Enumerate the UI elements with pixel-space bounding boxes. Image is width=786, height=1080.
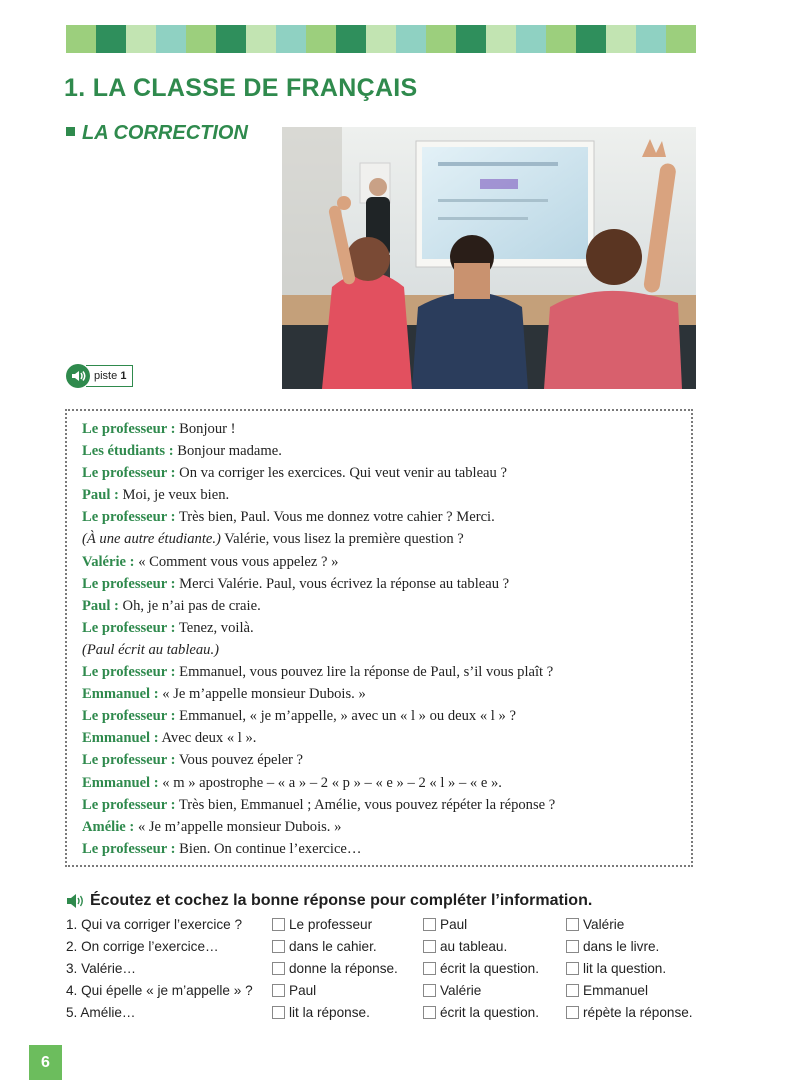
- dialogue-text: Emmanuel, vous pouvez lire la réponse de Paul, s’il vous plaît ?: [179, 664, 554, 681]
- answer-option[interactable]: [272, 1005, 370, 1020]
- question-text: 2. On corrige l’exercice…: [66, 939, 219, 954]
- speaker-name: Emmanuel :: [82, 774, 159, 791]
- stripe-square: [366, 25, 396, 53]
- dialogue-line: [82, 838, 682, 860]
- dialogue-text: Moi, je veux bien.: [122, 487, 230, 504]
- checkbox[interactable]: [566, 918, 579, 931]
- stripe-square: [336, 25, 366, 53]
- speaker-name: Valérie :: [82, 553, 135, 570]
- option-label: Paul: [289, 983, 317, 998]
- speaker-name: Le professeur :: [82, 619, 176, 636]
- dialogue-text: Bien. On continue l’exercice…: [179, 840, 362, 857]
- question-text: 5. Amélie…: [66, 1005, 136, 1020]
- speaker-name: Le professeur :: [82, 421, 176, 437]
- dialogue-line: [82, 506, 682, 528]
- option-label: dans le livre.: [583, 939, 660, 954]
- audio-track-label: [86, 365, 133, 387]
- speaker-name: Emmanuel :: [82, 730, 159, 747]
- checkbox[interactable]: [423, 1006, 436, 1019]
- dialogue-line: [82, 772, 682, 794]
- stripe-square: [66, 25, 96, 53]
- answer-option[interactable]: [423, 1005, 539, 1020]
- dialogue-text: On va corriger les exercices. Qui veut venir au tableau ?: [179, 465, 507, 482]
- checkbox[interactable]: [272, 918, 285, 931]
- chapter-title: 1. LA CLASSE DE FRANÇAIS: [64, 74, 418, 102]
- option-label: répète la réponse.: [583, 1005, 693, 1020]
- option-label: Emmanuel: [583, 983, 648, 998]
- speaker-name: Le professeur :: [82, 796, 176, 813]
- speaker-name: Paul :: [82, 487, 119, 504]
- speaker-name: Le professeur :: [82, 664, 176, 681]
- stripe-square: [636, 25, 666, 53]
- stage-direction: (Paul écrit au tableau.): [82, 641, 219, 658]
- stripe-square: [396, 25, 426, 53]
- speaker-glyph: [66, 364, 90, 388]
- option-label: Valérie: [440, 983, 482, 998]
- dialogue-text: Bonjour madame.: [177, 443, 282, 460]
- answer-option[interactable]: [272, 939, 377, 954]
- answer-option[interactable]: [423, 983, 481, 998]
- dialogue-line: [82, 749, 682, 771]
- dialogue-text: Avec deux « l ».: [161, 730, 257, 747]
- checkbox[interactable]: [272, 940, 285, 953]
- dialogue-text: « Comment vous vous appelez ? »: [138, 553, 339, 570]
- stripe-square: [426, 25, 456, 53]
- dialogue-line: [82, 440, 682, 462]
- classroom-photo: [282, 127, 696, 389]
- stripe-square: [666, 25, 696, 53]
- answer-option[interactable]: [423, 961, 539, 976]
- stripe-square: [186, 25, 216, 53]
- speaker-name: Le professeur :: [82, 708, 176, 725]
- checkbox[interactable]: [566, 940, 579, 953]
- stripe-square: [486, 25, 516, 53]
- dialogue-text: Oh, je n’ai pas de craie.: [122, 597, 261, 614]
- dialogue-text: Emmanuel, « je m’appelle, » avec un « l » ou deux « l » ?: [179, 708, 516, 725]
- answer-option[interactable]: [566, 917, 624, 932]
- dialogue-text: Merci Valérie. Paul, vous écrivez la réponse au tableau ?: [179, 575, 510, 592]
- header-color-stripe: [66, 25, 696, 53]
- dialogue-text: « Je m’appelle monsieur Dubois. »: [137, 818, 342, 835]
- dialogue-text: Valérie, vous lisez la première question ?: [224, 531, 464, 548]
- stripe-square: [96, 25, 126, 53]
- bullet-square-icon: [66, 127, 75, 136]
- stripe-square: [306, 25, 336, 53]
- question-text: 4. Qui épelle « je m’appelle » ?: [66, 983, 253, 998]
- dialogue-text: Vous pouvez épeler ?: [178, 752, 304, 769]
- audio-track-tag[interactable]: [66, 364, 133, 388]
- dialogue-text: « m » apostrophe – « a » – 2 « p » – « e » – 2 « l » – « e ».: [162, 774, 502, 791]
- listen-speaker-icon: [66, 893, 86, 909]
- stripe-square: [576, 25, 606, 53]
- speaker-name: Le professeur :: [82, 465, 176, 482]
- speaker-name: Le professeur :: [82, 840, 176, 857]
- speaker-name: Le professeur :: [82, 752, 176, 769]
- dialogue-text: « Je m’appelle monsieur Dubois. »: [162, 686, 366, 703]
- answer-option[interactable]: [566, 961, 666, 976]
- option-label: dans le cahier.: [289, 939, 377, 954]
- answer-option[interactable]: [272, 961, 398, 976]
- checkbox[interactable]: [423, 962, 436, 975]
- dialogue-line: [82, 551, 682, 573]
- option-label: écrit la question.: [440, 1005, 539, 1020]
- track-label-text: piste: [94, 370, 118, 382]
- dialogue-line: [82, 462, 682, 484]
- option-label: Valérie: [583, 917, 625, 932]
- stripe-square: [246, 25, 276, 53]
- question-row: [66, 961, 706, 983]
- answer-option[interactable]: [423, 917, 467, 932]
- option-label: donne la réponse.: [289, 961, 398, 976]
- dialogue-line: [82, 484, 682, 506]
- option-label: écrit la question.: [440, 961, 539, 976]
- dialogue-line: [82, 727, 682, 749]
- dialogue-text: Tenez, voilà.: [178, 619, 254, 636]
- option-label: lit la réponse.: [289, 1005, 370, 1020]
- answer-option[interactable]: [566, 939, 659, 954]
- stripe-square: [276, 25, 306, 53]
- dialogue-line: [82, 705, 682, 727]
- stripe-square: [606, 25, 636, 53]
- question-row: [66, 983, 706, 1005]
- stripe-square: [456, 25, 486, 53]
- checkbox[interactable]: [423, 984, 436, 997]
- dialogue-line: [82, 573, 682, 595]
- stripe-square: [216, 25, 246, 53]
- checkbox[interactable]: [423, 918, 436, 931]
- dialogue-text: Très bien, Paul. Vous me donnez votre cahier ? Merci.: [178, 509, 495, 526]
- dialogue-line: [82, 639, 682, 661]
- answer-option[interactable]: [272, 983, 316, 998]
- stripe-square: [126, 25, 156, 53]
- answer-option[interactable]: [566, 1005, 693, 1020]
- page-number: 6: [29, 1045, 62, 1080]
- dialogue-line: [82, 418, 682, 440]
- stripe-square: [546, 25, 576, 53]
- option-label: au tableau.: [440, 939, 508, 954]
- option-label: Paul: [440, 917, 468, 932]
- question-text: 1. Qui va corriger l’exercice ?: [66, 917, 243, 932]
- stripe-square: [516, 25, 546, 53]
- speaker-name: Le professeur :: [82, 509, 176, 526]
- checkbox[interactable]: [272, 984, 285, 997]
- question-text: 3. Valérie…: [66, 961, 137, 976]
- dialogue-line: [82, 595, 682, 617]
- answer-option[interactable]: [423, 939, 507, 954]
- classroom-illustration: [282, 127, 696, 389]
- audio-speaker-icon[interactable]: [66, 364, 90, 388]
- speaker-name: Les étudiants :: [82, 443, 174, 460]
- dialogue-line: [82, 528, 682, 550]
- checkbox[interactable]: [272, 962, 285, 975]
- dialogue-line: [82, 661, 682, 683]
- checkbox[interactable]: [566, 962, 579, 975]
- speaker-name: Le professeur :: [82, 575, 176, 592]
- speaker-name: Amélie :: [82, 818, 135, 835]
- option-label: Le professeur: [289, 917, 373, 932]
- dialogue-lines: [82, 418, 682, 860]
- checkbox[interactable]: [423, 940, 436, 953]
- question-row: [66, 917, 706, 939]
- question-row: [66, 1005, 706, 1027]
- option-label: lit la question.: [583, 961, 667, 976]
- speaker-name: Emmanuel :: [82, 686, 159, 703]
- exercise-instruction: Écoutez et cochez la bonne réponse pour compléter l’information.: [90, 892, 593, 909]
- question-row: [66, 939, 706, 961]
- dialogue-line: [82, 683, 682, 705]
- dialogue-text: Bonjour !: [179, 421, 236, 437]
- stripe-square: [156, 25, 186, 53]
- section-title: LA CORRECTION: [82, 122, 248, 144]
- speaker-name: Paul :: [82, 597, 119, 614]
- checkbox[interactable]: [272, 1006, 285, 1019]
- dialogue-text: Très bien, Emmanuel ; Amélie, vous pouvez répéter la réponse ?: [178, 796, 556, 813]
- dialogue-line: [82, 794, 682, 816]
- checkbox[interactable]: [566, 1006, 579, 1019]
- dialogue-line: [82, 617, 682, 639]
- answer-option[interactable]: [272, 917, 372, 932]
- checkbox[interactable]: [566, 984, 579, 997]
- section-heading: [66, 122, 248, 145]
- track-number: 1: [120, 370, 127, 382]
- dialogue-line: [82, 816, 682, 838]
- answer-option[interactable]: [566, 983, 648, 998]
- stage-direction: (À une autre étudiante.): [82, 531, 221, 548]
- exercise-title: [66, 892, 592, 910]
